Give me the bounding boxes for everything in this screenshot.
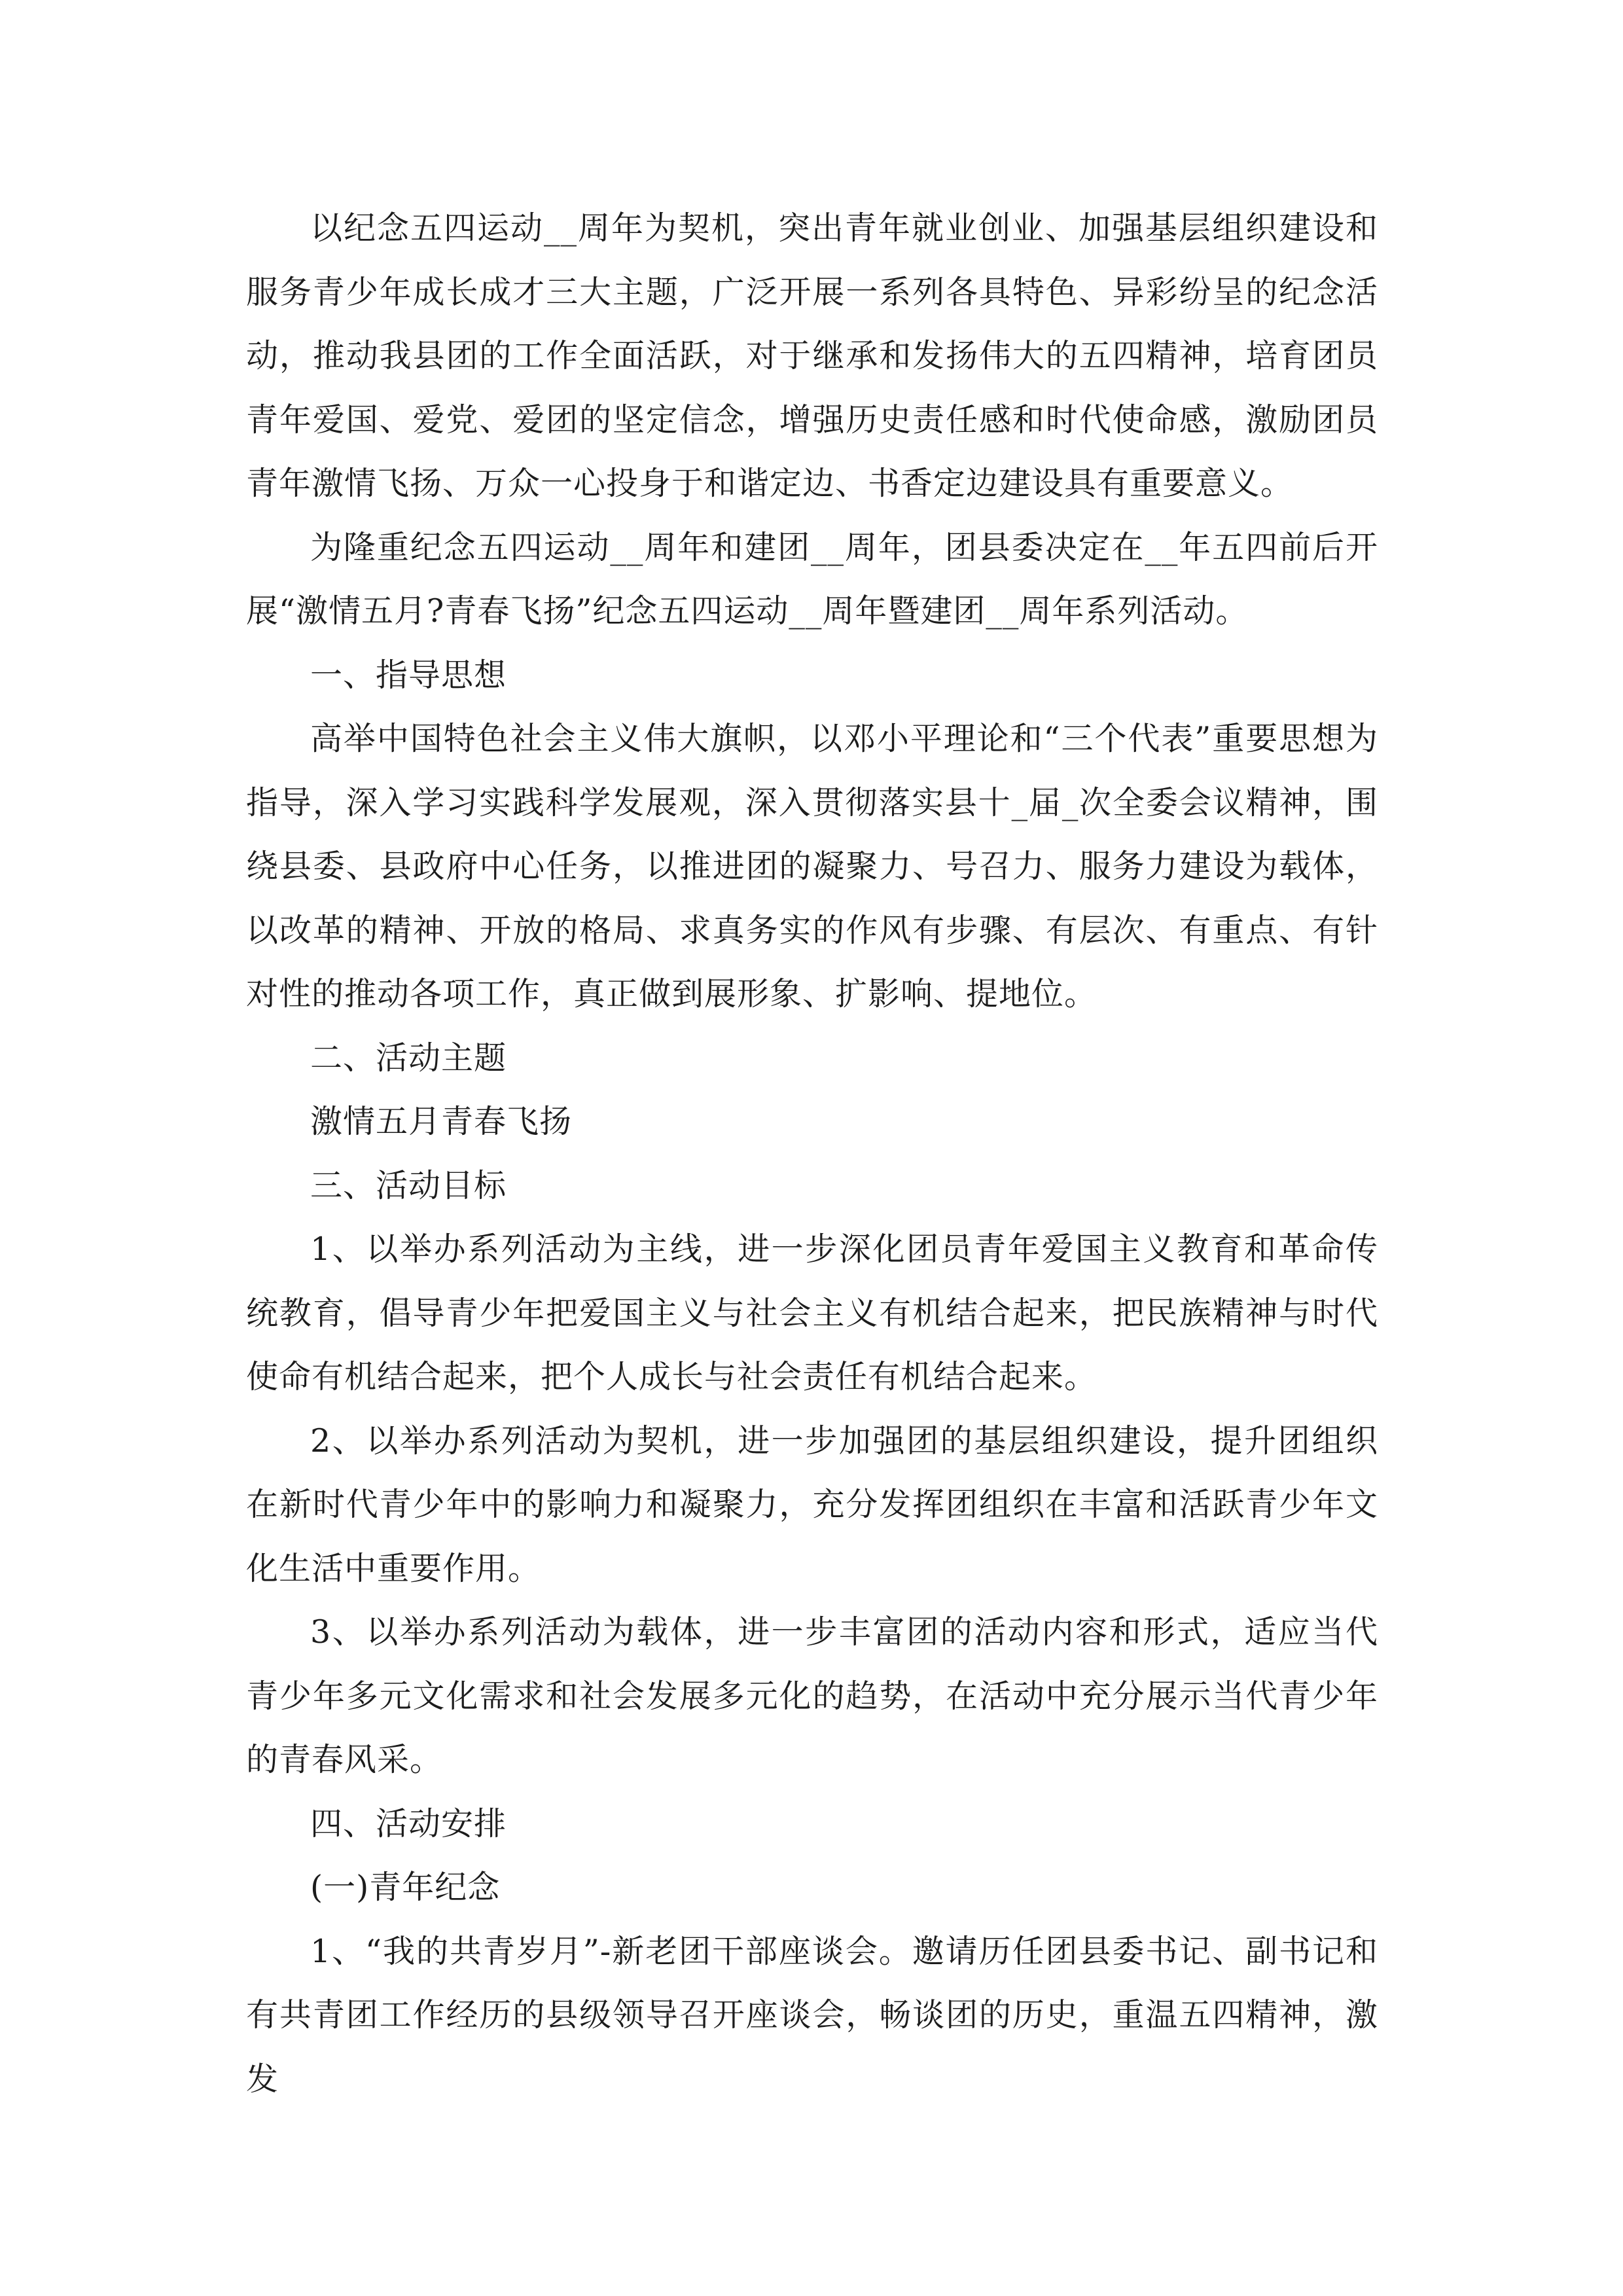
heading-guiding-ideology: 一、指导思想: [310, 656, 507, 694]
paragraph-announcement: 为隆重纪念五四运动__周年和建团__周年，团县委决定在__年五四前后开展“激情五月?青春飞扬”纪念五四运动__周年暨建团__周年系列活动。: [246, 528, 1378, 630]
document-body: [246, 196, 1378, 2111]
paragraph-activity-theme: 激情五月青春飞扬: [310, 1103, 573, 1140]
heading-activity-goals: 三、活动目标: [310, 1166, 507, 1204]
paragraph-goal-1: 1、以举办系列活动为主线，进一步深化团员青年爱国主义教育和革命传统教育，倡导青少年把爱国主义与社会主义有机结合起来，把民族精神与时代使命有机结合起来，把个人成长与社会责任有机结合起来。: [246, 1230, 1378, 1395]
subheading-youth-commemoration: (一)青年纪念: [310, 1869, 501, 1906]
paragraph-goal-3: 3、以举办系列活动为载体，进一步丰富团的活动内容和形式，适应当代青少年多元文化需求和社会发展多元化的趋势，在活动中充分展示当代青少年的青春风采。: [246, 1613, 1378, 1778]
paragraph-intro: 以纪念五四运动__周年为契机，突出青年就业创业、加强基层组织建设和服务青少年成长成才三大主题，广泛开展一系列各具特色、异彩纷呈的纪念活动，推动我县团的工作全面活跃，对于继承和发扬伟大的五四精神，培育团员青年爱国、爱党、爱团的坚定信念，增强历史责任感和时代使命感，激励团员青年激情飞扬、万众一心投身于和谐定边、书香定边建设具有重要意义。: [246, 209, 1378, 502]
paragraph-goal-2: 2、以举办系列活动为契机，进一步加强团的基层组织建设，提升团组织在新时代青少年中的影响力和凝聚力，充分发挥团组织在丰富和活跃青少年文化生活中重要作用。: [246, 1422, 1378, 1587]
heading-activity-arrangement: 四、活动安排: [310, 1804, 507, 1842]
heading-activity-theme: 二、活动主题: [310, 1039, 507, 1077]
paragraph-guiding-ideology: 高举中国特色社会主义伟大旗帜，以邓小平理论和“三个代表”重要思想为指导，深入学习实践科学发展观，深入贯彻落实县十_届_次全委会议精神，围绕县委、县政府中心任务，以推进团的凝聚力、号召力、服务力建设为载体，以改革的精神、开放的格局、求真务实的作风有步骤、有层次、有重点、有针对性的推动各项工作，真正做到展形象、扩影响、提地位。: [246, 720, 1378, 1013]
paragraph-arrangement-1: 1、“我的共青岁月”-新老团干部座谈会。邀请历任团县委书记、副书记和有共青团工作经历的县级领导召开座谈会，畅谈团的历史，重温五四精神，激发: [246, 1932, 1378, 2098]
